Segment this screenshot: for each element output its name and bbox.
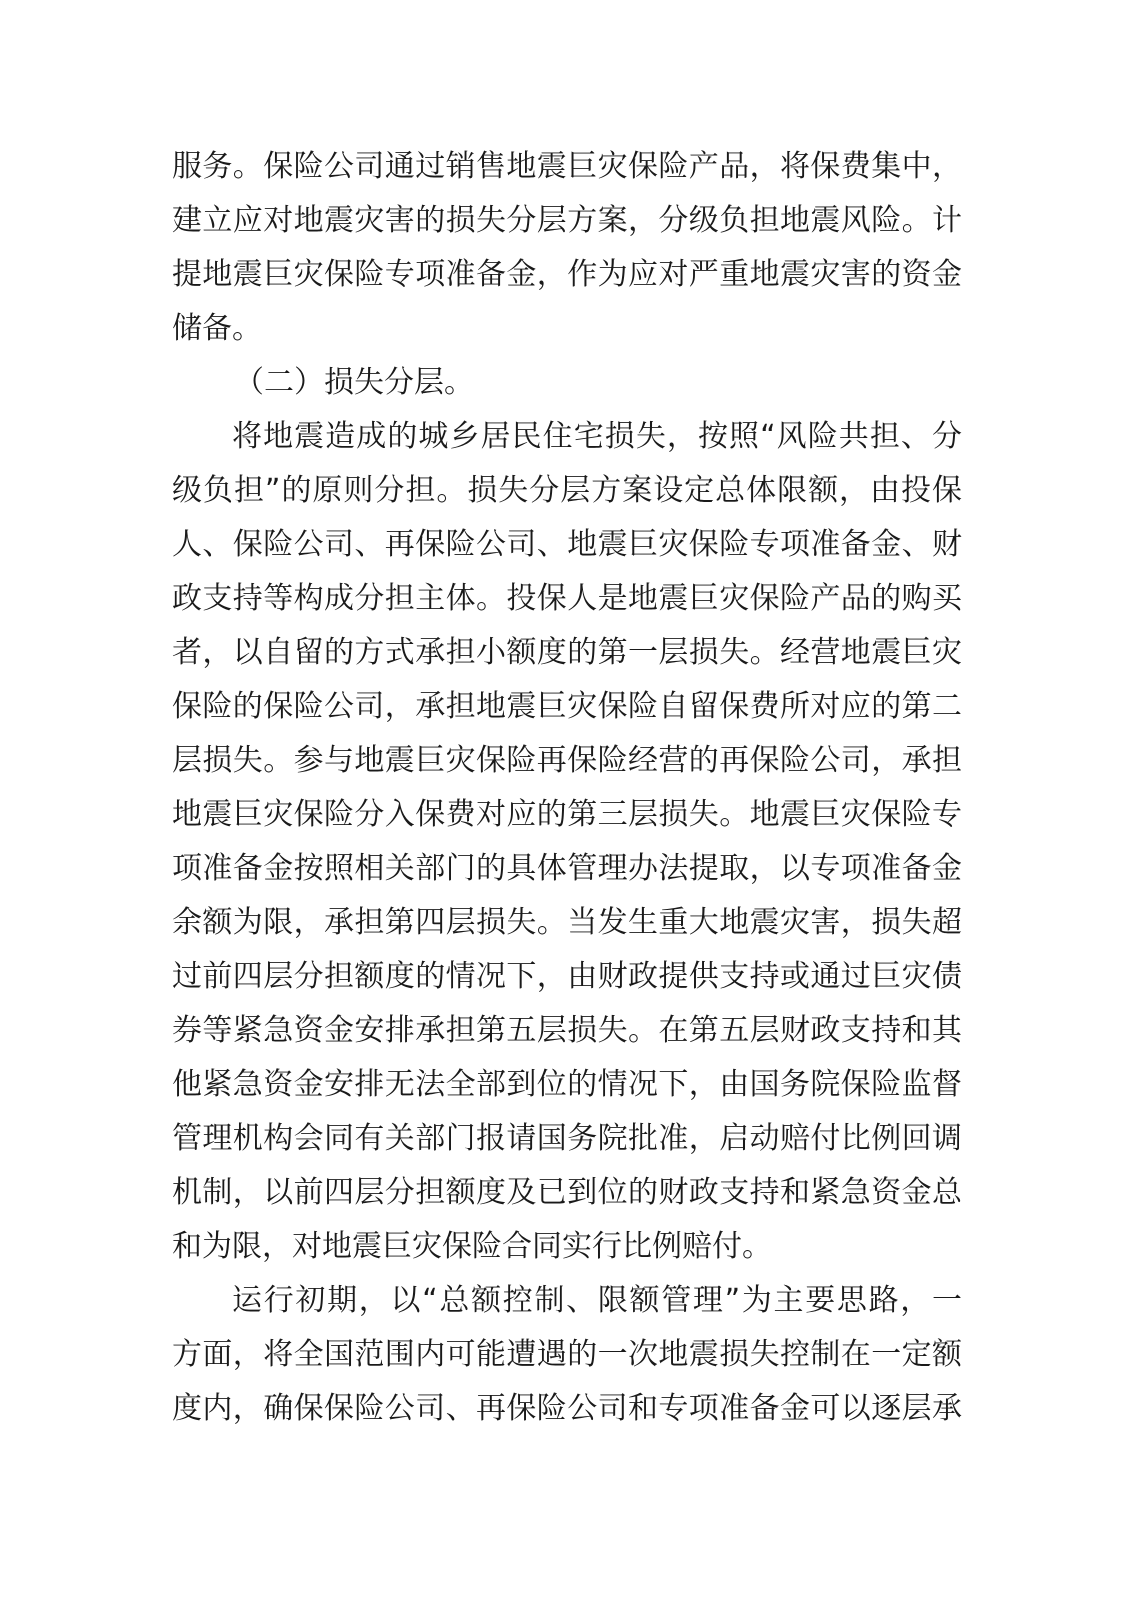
text-line: 方面，将全国范围内可能遭遇的一次地震损失控制在一定额 (172, 1337, 962, 1372)
text-line: 管理机构会同有关部门报请国务院批准，启动赔付比例回调 (172, 1121, 962, 1156)
text-line: 提地震巨灾保险专项准备金，作为应对严重地震灾害的资金 (172, 257, 962, 292)
paragraph-first-line: 将地震造成的城乡居民住宅损失，按照“风险共担、分 (232, 419, 962, 454)
text-line: 保险的保险公司，承担地震巨灾保险自留保费所对应的第二 (172, 689, 962, 724)
text-line: 人、保险公司、再保险公司、地震巨灾保险专项准备金、财 (172, 527, 962, 562)
text-line: 服务。保险公司通过销售地震巨灾保险产品，将保费集中， (172, 149, 962, 184)
text-line: 政支持等构成分担主体。投保人是地震巨灾保险产品的购买 (172, 581, 962, 616)
text-line: 过前四层分担额度的情况下，由财政提供支持或通过巨灾债 (172, 959, 962, 994)
section-heading: （二）损失分层。 (234, 365, 474, 400)
text-line: 券等紧急资金安排承担第五层损失。在第五层财政支持和其 (172, 1013, 962, 1048)
text-line: 项准备金按照相关部门的具体管理办法提取，以专项准备金 (172, 851, 962, 886)
text-line: 度内，确保保险公司、再保险公司和专项准备金可以逐层承 (172, 1391, 962, 1426)
text-line: 层损失。参与地震巨灾保险再保险经营的再保险公司，承担 (172, 743, 962, 778)
text-line: 级负担”的原则分担。损失分层方案设定总体限额，由投保 (172, 473, 962, 508)
text-line: 建立应对地震灾害的损失分层方案，分级负担地震风险。计 (172, 203, 962, 238)
paragraph-first-line: 运行初期，以“总额控制、限额管理”为主要思路，一 (232, 1283, 962, 1318)
text-line: 机制，以前四层分担额度及已到位的财政支持和紧急资金总 (172, 1175, 962, 1210)
text-line: 者，以自留的方式承担小额度的第一层损失。经营地震巨灾 (172, 635, 962, 670)
text-line: 余额为限，承担第四层损失。当发生重大地震灾害，损失超 (172, 905, 962, 940)
text-line: 储备。 (172, 311, 262, 346)
text-line: 他紧急资金安排无法全部到位的情况下，由国务院保险监督 (172, 1067, 962, 1102)
text-line: 地震巨灾保险分入保费对应的第三层损失。地震巨灾保险专 (172, 797, 962, 832)
text-line: 和为限，对地震巨灾保险合同实行比例赔付。 (172, 1229, 772, 1264)
